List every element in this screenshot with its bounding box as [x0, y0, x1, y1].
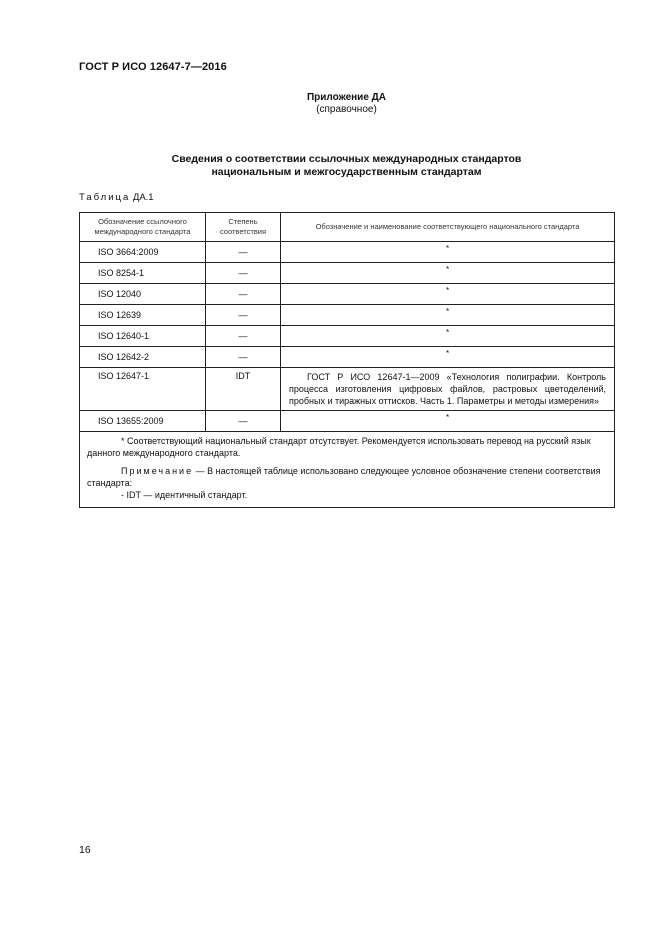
cell-national: *: [281, 263, 615, 284]
table-caption-word: Таблица: [79, 192, 131, 203]
cell-standard: ISO 12639: [80, 305, 206, 326]
column-header-degree-line1: Степень: [228, 217, 258, 226]
cell-national: ГОСТ Р ИСО 12647-1—2009 «Технология полиграфии. Контроль процесса изготовления цифровых файлов, растровых цветоделений, пробных и тиражных оттисков. Часть 1. Параметры и методы измерения»: [281, 368, 615, 411]
cell-degree: —: [206, 305, 281, 326]
table-row: [80, 368, 615, 411]
column-header-degree: [206, 213, 281, 242]
column-header-degree-line2: соответствия: [219, 227, 267, 236]
cell-standard: ISO 3664:2009: [80, 242, 206, 263]
table-row: [80, 263, 615, 284]
cell-national: *: [281, 305, 615, 326]
column-header-standard-line1: Обозначение ссылочного: [98, 217, 187, 226]
column-header-standard-line2: международного стандарта: [94, 227, 191, 236]
table-row: [80, 411, 615, 432]
cell-standard: ISO 12640-1: [80, 326, 206, 347]
column-header-national-line1: Обозначение и наименование соответствующего национального стандарта: [315, 222, 580, 231]
cell-standard: ISO 12642-2: [80, 347, 206, 368]
heading-line-1: Сведения о соответствии ссылочных международных стандартов: [171, 153, 522, 165]
cell-degree: —: [206, 284, 281, 305]
table-row: [80, 284, 615, 305]
appendix-subtitle: (справочное): [316, 104, 377, 115]
cell-national: *: [281, 347, 615, 368]
cell-degree: —: [206, 263, 281, 284]
column-header-standard: [80, 213, 206, 242]
note-item: - IDT — идентичный стандарт.: [121, 490, 248, 500]
page-number: 16: [79, 844, 91, 856]
footnote-text: * Соответствующий национальный стандарт отсутствует. Рекомендуется использовать перевод на русский язык данного международного стандарта.: [87, 436, 591, 458]
table-row: [80, 347, 615, 368]
cell-degree: —: [206, 347, 281, 368]
cell-national: *: [281, 411, 615, 432]
cell-degree: IDT: [206, 368, 281, 411]
cell-national: *: [281, 242, 615, 263]
cell-standard: ISO 13655:2009: [80, 411, 206, 432]
note-paragraph: [87, 465, 607, 489]
table-row: [80, 242, 615, 263]
appendix-title: Приложение ДА: [306, 92, 387, 103]
cell-national: *: [281, 284, 615, 305]
table-caption: [79, 192, 154, 203]
table-row: [80, 326, 615, 347]
appendix-title-block: [79, 92, 614, 116]
heading-line-2: национальным и межгосударственным стандартам: [211, 166, 482, 178]
cell-standard: ISO 12040: [80, 284, 206, 305]
cell-degree: —: [206, 242, 281, 263]
cell-standard: ISO 12647-1: [80, 368, 206, 411]
cell-standard: ISO 8254-1: [80, 263, 206, 284]
table-footnotes: [80, 432, 615, 508]
cell-degree: —: [206, 326, 281, 347]
section-heading: [79, 153, 614, 179]
note-label: Примечание: [121, 466, 194, 476]
table-caption-id: ДА.1: [132, 192, 154, 203]
table-row: [80, 305, 615, 326]
note-text: — В настоящей таблице использовано следующее условное обозначение степени соответствия стандарта:: [87, 466, 601, 488]
column-header-national: [281, 213, 615, 242]
cell-degree: —: [206, 411, 281, 432]
table-footer-row: [80, 432, 615, 508]
cell-national: *: [281, 326, 615, 347]
table-header-row: [80, 213, 615, 242]
document-code: ГОСТ Р ИСО 12647-7—2016: [79, 61, 227, 73]
standards-table: [79, 212, 615, 508]
